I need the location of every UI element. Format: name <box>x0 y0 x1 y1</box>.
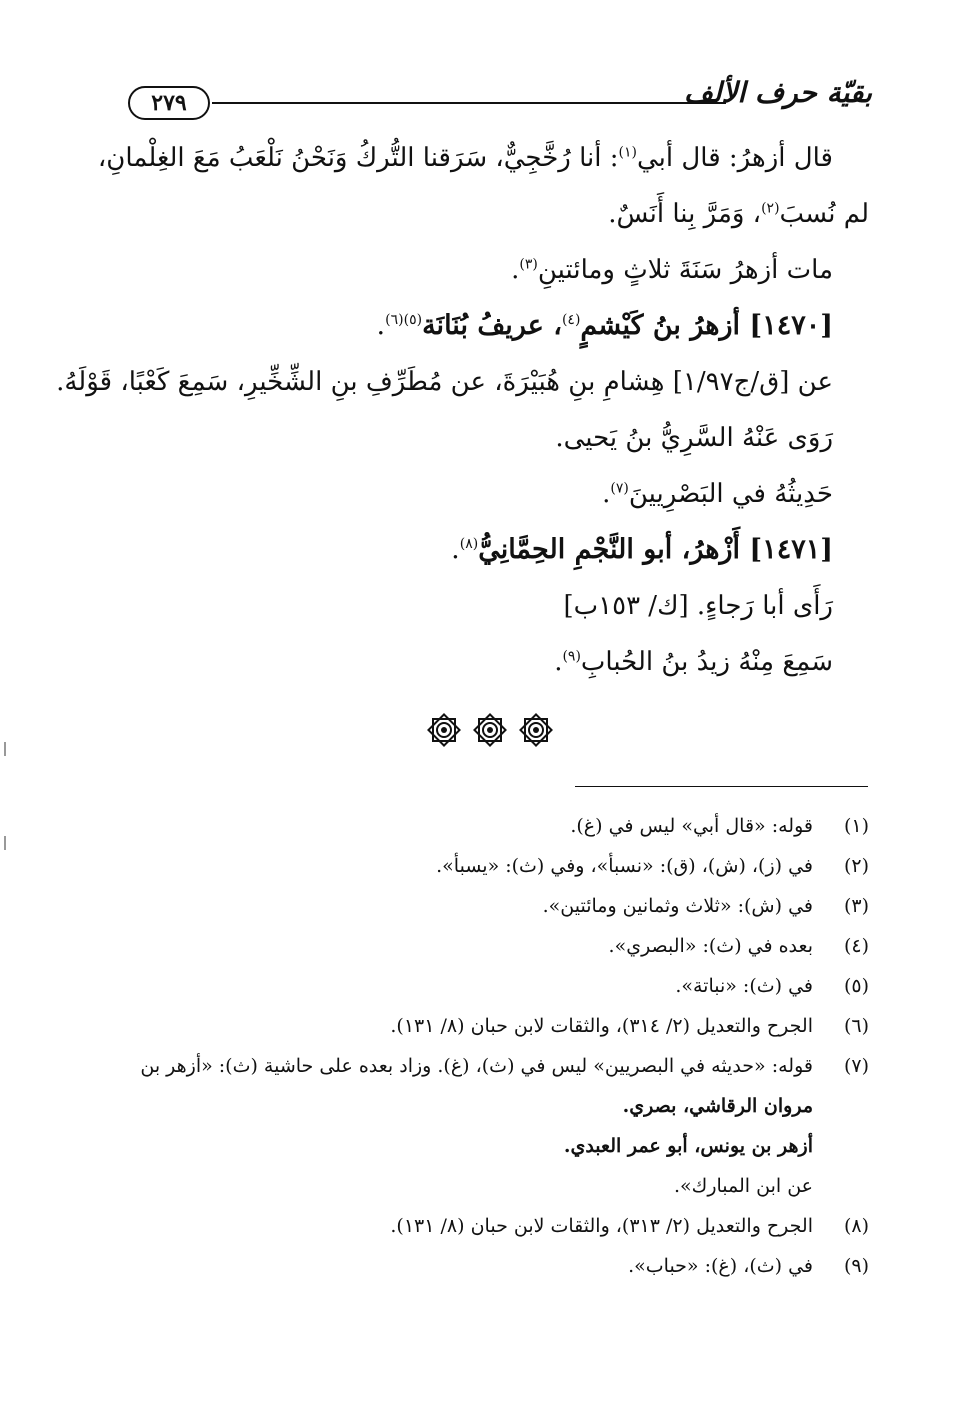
footnote-ref: (١) <box>618 144 637 161</box>
footnote: (٨) الجرح والتعديل (٢/ ٣١٣)، والثقات لابن حبان (٨/ ١٣١). <box>109 1206 869 1246</box>
footnote: (١) قوله: «قال أبي» ليس في (غ). <box>109 806 869 846</box>
header-rule <box>212 102 726 104</box>
scan-mark <box>4 836 6 850</box>
entry-heading: [١٤٧٠] أزهرُ بنُ كَيْشمٍ$^{(٤)}$، عريفُ بُنَانَة$^{(٥)(٦)}$. <box>376 310 833 341</box>
footnote-number: (٢) <box>843 855 869 877</box>
footnote: (٧) قوله: «حديثه في البصريين» ليس في (ث)، (غ). وزاد بعده على حاشية (ث): «أزهر بن مروان الرقاشي، بصري. أزهر بن يونس، أبو عمر العبدي. عن ابن المبارك». <box>109 1046 869 1206</box>
footnote-number: (٩) <box>843 1255 869 1277</box>
main-text <box>56 130 869 690</box>
scan-mark <box>4 742 6 756</box>
footnote-ref: (٨) <box>459 536 479 552</box>
footnote: (٩) في (ث)، (غ): «حباب». <box>109 1246 869 1286</box>
footnote: (٣) في (ش): «ثلاث وثمانين ومائتين». <box>109 886 869 926</box>
footnote-ref: (٥)(٦) <box>385 312 423 328</box>
footnote-number: (٦) <box>843 1015 869 1037</box>
entry-heading: [١٤٧١] أَزْهرُ، أبو النَّجْمِ الحِمَّانِيُّ$^{(٨)}$. <box>451 534 833 565</box>
footnote-separator <box>575 786 868 787</box>
text-line: عن [ق/ج١/٩٧] هِشامِ بنِ هُبَيْرَةَ، عن مُطَرِّفِ بنِ الشِّخِّيرِ، سَمِعَ كَعْبًا، قَوْلَهُ. <box>56 367 833 397</box>
footnote-ref: (٩) <box>562 648 581 665</box>
footnote-number: (٥) <box>843 975 869 997</box>
footnote: (٦) الجرح والتعديل (٢/ ٣١٤)، والثقات لابن حبان (٨/ ١٣١). <box>109 1006 869 1046</box>
footnote-number: (٣) <box>843 895 869 917</box>
footnote-ref: (٤) <box>561 312 581 328</box>
footnote: (٥) في (ث): «نباتة». <box>109 966 869 1006</box>
section-ornaments <box>0 712 979 752</box>
running-title: بقيّة حرف الألف <box>684 76 872 109</box>
footnote-continuation: أزهر بن يونس، أبو عمر العبدي. <box>563 1135 813 1157</box>
footnote-ref: (٢) <box>761 200 780 217</box>
footnote-number: (٨) <box>843 1215 869 1237</box>
text-line: حَدِيثُهُ في البَصْرِيينَ$^{(٧)}$. <box>602 479 833 509</box>
footnote-continuation: مروان الرقاشي، بصري. <box>622 1095 813 1117</box>
flower-ornament-icon <box>426 712 462 748</box>
footnote-ref: (٧) <box>610 480 629 497</box>
footnote-continuation: عن ابن المبارك». <box>674 1175 813 1197</box>
page-number: ٢٧٩ <box>128 86 210 120</box>
flower-ornament-icon <box>518 712 554 748</box>
text-line: قال أزهرُ: قال أبي$^{(١)}$: أنا رُخَّجِيٌّ، سَرَقنا التُّركُ وَنَحْنُ نَلْعَبُ مَعَ الغِلْمانِ، <box>97 143 833 173</box>
footnote: (٤) بعده في (ث): «البصري». <box>109 926 869 966</box>
footnote-ref: (٣) <box>519 256 538 273</box>
footnote-number: (٧) <box>843 1055 869 1077</box>
text-line: سَمِعَ مِنْهُ زيدُ بنُ الحُبابِ$^{(٩)}$. <box>554 647 833 677</box>
text-line: رَوَى عَنْهُ السَّرِيُّ بنُ يَحيى. <box>555 423 833 453</box>
page-header <box>128 72 872 132</box>
text-line: رَأَى أبا رَجاءٍ. [ك/ ١٥٣ب] <box>563 591 833 621</box>
footnotes <box>109 806 869 1286</box>
footnote-number: (٤) <box>843 935 869 957</box>
text-line: مات أزهرُ سَنَةَ ثلاثٍ ومائتينِ$^{(٣)}$. <box>511 255 833 285</box>
text-line: لم نُسبَ$^{(٢)}$، وَمَرَّ بِنا أَنَسٌ. <box>608 199 869 229</box>
flower-ornament-icon <box>472 712 508 748</box>
footnote-number: (١) <box>843 815 869 837</box>
footnote: (٢) في (ز)، (ش)، (ق): «نسبأ»، وفي (ث): «يسبأ». <box>109 846 869 886</box>
